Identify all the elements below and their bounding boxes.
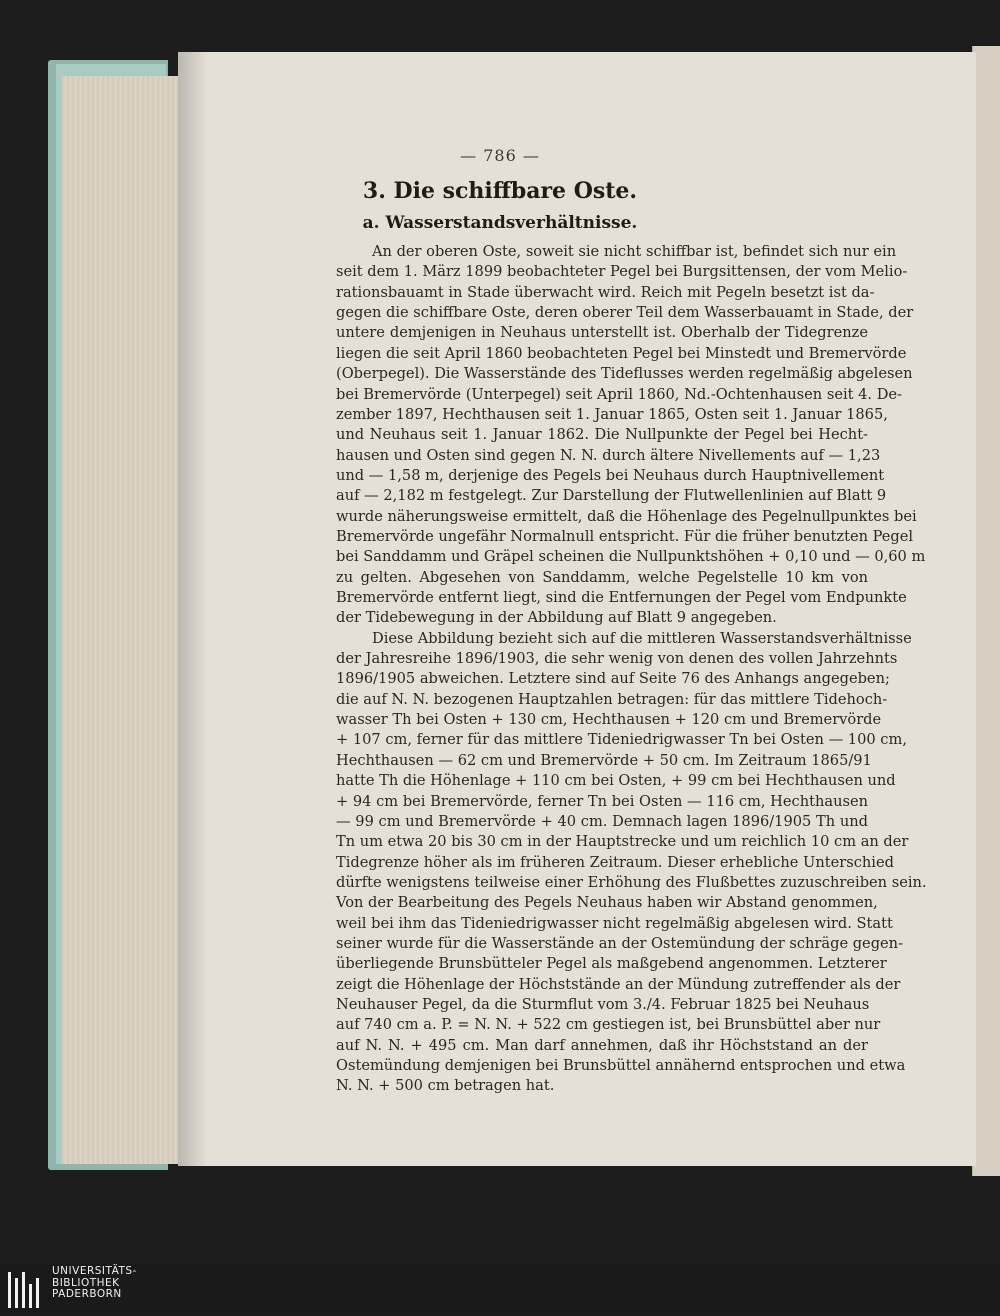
subsection-heading: a. Wasserstandsverhältnisse. bbox=[362, 213, 638, 233]
text-line: hatte Th die Höhenlage + 110 cm bei Osten, + 99 cm bei Hechthausen und bbox=[336, 772, 896, 790]
text-line: Bremervörde ungefähr Normalnull entspricht. Für die früher benutzten Pegel bbox=[336, 527, 914, 545]
text-line: bei Bremervörde (Unterpegel) seit April 1860, Nd.-Ochtenhausen seit 4. De- bbox=[336, 385, 902, 403]
text-line: untere demjenigen in Neuhaus unterstellt ist. Oberhalb der Tidegrenze bbox=[336, 324, 868, 342]
text-line: + 107 cm, ferner für das mittlere Tideniedrigwasser Tn bei Osten — 100 cm, bbox=[336, 731, 907, 749]
text-line: die auf N. N. bezogenen Hauptzahlen betragen: für das mittlere Tidehoch- bbox=[336, 690, 888, 708]
library-logo-text bbox=[52, 1266, 137, 1301]
text-line: gegen die schiffbare Oste, deren oberer Teil dem Wasserbauamt in Stade, der bbox=[336, 304, 914, 322]
text-line: seiner wurde für die Wasserstände an der Ostemündung der schräge gegen- bbox=[336, 934, 904, 952]
section-heading: 3. Die schiffbare Oste. bbox=[362, 178, 638, 204]
page-edges bbox=[62, 76, 180, 1164]
logo-line: PADERBORN bbox=[52, 1288, 122, 1300]
text-line: Von der Bearbeitung des Pegels Neuhaus haben wir Abstand genommen, bbox=[336, 894, 878, 912]
text-line: 1896/1905 abweichen. Letztere sind auf Seite 76 des Anhangs angegeben; bbox=[336, 670, 890, 688]
text-line: auf N. N. + 495 cm. Man darf annehmen, daß ihr Höchststand an der bbox=[336, 1036, 868, 1054]
text-line: Diese Abbildung bezieht sich auf die mittleren Wasserstandsverhältnisse bbox=[372, 629, 912, 647]
text-line: Tidegrenze höher als im früheren Zeitraum. Dieser erhebliche Unterschied bbox=[336, 853, 894, 871]
text-line: Bremervörde entfernt liegt, sind die Entfernungen der Pegel vom Endpunkte bbox=[336, 589, 907, 606]
footer-bar bbox=[0, 1264, 1000, 1314]
text-line: + 94 cm bei Bremervörde, ferner Tn bei Osten — 116 cm, Hechthausen bbox=[336, 792, 868, 810]
logo-line: UNIVERSITÄTS- bbox=[52, 1265, 137, 1277]
text-line: zember 1897, Hechthausen seit 1. Januar 1865, Osten seit 1. Januar 1865, bbox=[336, 405, 888, 423]
text-line: liegen die seit April 1860 beobachteten Pegel bei Minstedt und Bremervörde bbox=[336, 344, 907, 362]
text-line: Hechthausen — 62 cm und Bremervörde + 50 cm. Im Zeitraum 1865/91 bbox=[336, 751, 872, 769]
text-line: An der oberen Oste, soweit sie nicht schiffbar ist, befindet sich nur ein bbox=[372, 243, 897, 260]
text-line: Tn um etwa 20 bis 30 cm in der Hauptstrecke und um reichlich 10 cm an der bbox=[336, 833, 909, 851]
library-logo-icon bbox=[6, 1268, 46, 1312]
text-line: hausen und Osten sind gegen N. N. durch ältere Nivellements auf — 1,23 bbox=[336, 446, 881, 464]
text-line: Neuhauser Pegel, da die Sturmflut vom 3./4. Februar 1825 bei Neuhaus bbox=[336, 996, 870, 1013]
text-line: zu gelten. Abgesehen von Sanddamm, welche Pegelstelle 10 km von bbox=[336, 568, 868, 586]
text-line: und Neuhaus seit 1. Januar 1862. Die Nullpunkte der Pegel bei Hecht- bbox=[336, 426, 868, 444]
text-line: der Tidebewegung in der Abbildung auf Blatt 9 angegeben. bbox=[336, 609, 777, 627]
text-line: und — 1,58 m, derjenige des Pegels bei Neuhaus durch Hauptnivellement bbox=[336, 466, 885, 484]
text-line: überliegende Brunsbütteler Pegel als maßgebend angenommen. Letzterer bbox=[336, 955, 887, 973]
text-line: auf — 2,182 m festgelegt. Zur Darstellung der Flutwellenlinien auf Blatt 9 bbox=[336, 487, 887, 505]
text-line: der Jahresreihe 1896/1903, die sehr wenig von denen des vollen Jahrzehnts bbox=[336, 650, 898, 667]
text-line: rationsbauamt in Stade überwacht wird. Reich mit Pegeln besetzt ist da- bbox=[336, 283, 875, 301]
text-line: seit dem 1. März 1899 beobachteter Pegel bei Burgsittensen, der vom Melio- bbox=[336, 263, 908, 281]
text-line: auf 740 cm a. P. = N. N. + 522 cm gestiegen ist, bei Brunsbüttel aber nur bbox=[336, 1016, 881, 1034]
text-line: — 99 cm und Bremervörde + 40 cm. Demnach lagen 1896/1905 Th und bbox=[336, 812, 868, 830]
text-line: N. N. + 500 cm betragen hat. bbox=[336, 1077, 555, 1095]
text-line: weil bei ihm das Tideniedrigwasser nicht regelmäßig abgelesen wird. Statt bbox=[336, 914, 893, 932]
text-line: bei Sanddamm und Gräpel scheinen die Nullpunktshöhen + 0,10 und — 0,60 m bbox=[336, 548, 926, 566]
text-line: wurde näherungsweise ermittelt, daß die Höhenlage des Pegelnullpunktes bei bbox=[336, 507, 917, 525]
text-line: zeigt die Höhenlage der Höchststände an der Mündung zutreffender als der bbox=[336, 975, 901, 993]
logo-line: BIBLIOTHEK bbox=[52, 1276, 120, 1289]
page-number: — 786 — bbox=[460, 146, 540, 165]
text-line: (Oberpegel). Die Wasserstände des Tideflusses werden regelmäßig abgelesen bbox=[336, 365, 913, 383]
text-line: Ostemündung demjenigen bei Brunsbüttel annähernd entsprochen und etwa bbox=[336, 1057, 906, 1074]
text-line: wasser Th bei Osten + 130 cm, Hechthausen + 120 cm und Bremervörde bbox=[336, 711, 882, 728]
text-line: dürfte wenigstens teilweise einer Erhöhung des Flußbettes zuzuschreiben sein. bbox=[336, 873, 927, 891]
